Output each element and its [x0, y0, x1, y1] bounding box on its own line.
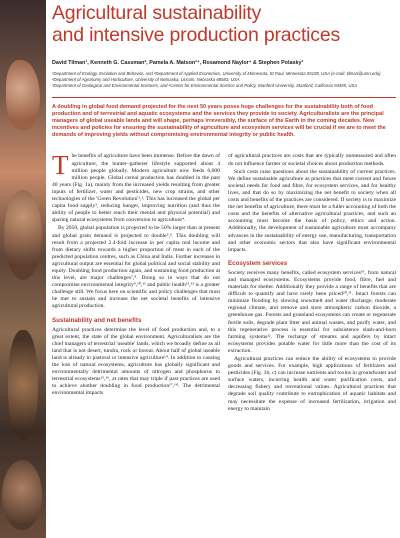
- article-content: [52, 0, 396, 414]
- title-line-1: Agricultural sustainability: [52, 2, 262, 24]
- left-column: [52, 150, 220, 413]
- paragraph-text: he benefits of agriculture have been immense. Before the dawn of agriculture, the hunter–gatherer lifestyle supported about 4 million people globally. Modern agriculture now feeds 6,000 million people. Global cereal production has doubled in the past 40 years (Fig. 1a), mainly from the increased yields resulting from greater inputs of fertilizer, water and pesticides, new crop strains, and other technologies of the 'Green Revolution'¹,². This has increased the global per capita food supply³, reducing hunger, improving nutrition (and thus the ability of people to better reach their mental and physical potential) and sparing natural ecosystems from conversion to agriculture⁴.: [52, 153, 220, 224]
- affiliation: ²Department of Agronomy and Horticulture, University of Nebraska, Lincoln, Nebraska 68583, USA: [52, 77, 240, 82]
- decorative-side-image: [0, 0, 46, 538]
- divider: [52, 97, 396, 98]
- image-detail: [4, 190, 42, 280]
- article-title: [52, 2, 396, 46]
- affiliations: [52, 71, 396, 89]
- paragraph: Agricultural practices determine the level of food production and, to a great extent, the state of the global environment. Agriculturalists are the chief managers of terrestrial 'useable' lands, which we broadly define as all land that is not desert, tundra, rock or boreal. About half of global useable land is already in pastoral or intensive agriculture¹⁴. In addition to causing the loss of natural ecosystems, agriculture has globally significant and environmentally detrimental amounts of nitrogen and phosphorus to terrestrial ecosystems¹⁵,¹⁶, at rates that may triple if past practices are used to achieve another doubling in food production¹⁷,¹⁸. The detrimental environmental impacts: [52, 326, 220, 397]
- right-column: [228, 153, 396, 413]
- drop-cap: T: [52, 150, 69, 181]
- paragraph: Such costs raise questions about the sustainability of current practices. We define sustainable agriculture as practices that meet current and future societal needs for food and fibre, for ecosystem services, and for healthy lives, and that do so by maximizing the net benefit to society when all costs and benefits of the practices are considered. If society is to maximize the net benefits of agriculture, there must be a fuller accounting of both the costs and the benefits of alternative agricultural practices, and such an accounting must become the basis of policy, ethics and action. Additionally, the development of sustainable agriculture must accompany advances in the sustainability of energy use, manufacturing, transportation and other economic sectors that also have significant environmental impacts.: [228, 168, 396, 253]
- body-columns: [52, 150, 396, 413]
- paragraph: By 2050, global population is projected to be 50% larger than at present and global grain demand is projected to double⁵,⁶. This doubling will result from a projected 2.4-fold increase in per capita real income and from dietary shifts towards a higher proportion of meat in each of the predicted population centres, such as China and India. Further increases in agricultural output are essential for global political and social stability and equity. Doubling food production again, and sustaining food production at this level, are major challenges⁷,⁸. Doing so in ways that do not compromise environmental integrity⁹,¹⁰,¹¹ and public health¹²,¹³ is a greater challenge still. We focus here on scientific and policy challenges that must be met to sustain and increase the net societal benefits of intensive agricultural production.: [52, 225, 220, 310]
- paragraph: of agricultural practices are costs that are typically unmeasured and often do not influence farmer or societal choices about production methods.: [228, 153, 396, 167]
- abstract: A doubling in global food demand projected for the next 50 years poses huge challenges for the sustainability both of food production and of terrestrial and aquatic ecosystems and the services they provide to society. Agriculturalists are the principal managers of global useable lands and will shape, perhaps irreversibly, the surface of the Earth in the coming decades. New incentives and policies for ensuring the sustainability of agriculture and ecosystem services will be crucial if we are to meet the demands of improving yields without compromising environmental integrity or public health.: [52, 104, 386, 139]
- paragraph: Society receives many benefits, called ecosystem services¹⁹, from natural and managed ecosystems. Ecosystems provide food, fibre, fuel and materials for shelter. Additionally they provide a range of benefits that are difficult to quantify and have rarely been priced²⁰,²¹. Intact forests can minimize flooding by slowing snowmelt and water discharge, moderate regional climate, and remove and store atmospheric carbon dioxide, a greenhouse gas. Forests and grassland ecosystems can create or regenerate fertile soils, degrade plant litter and animal wastes, and purify water, and this regenerative process is essential for subsistence slash-and-burn farming systems²². The recharge of streams and aquifers by intact ecosystems provides potable water for little more than the cost of its extraction.: [228, 269, 396, 354]
- image-detail: [8, 330, 38, 440]
- title-line-2: and intensive production practices: [52, 24, 341, 46]
- section-heading: Ecosystem services: [228, 259, 288, 267]
- author-list: David Tilman¹, Kenneth G. Cassman², Pamela A. Matson³⁴, Rosamond Naylor⁴ & Stephen Polasky¹: [52, 60, 304, 66]
- affiliation: ¹Department of Ecology, Evolution and Behavior, and ²Department of Applied Economics, University of Minnesota, St Paul, Minnesota 55108, USA (e-mail: tilman@umn.edu): [52, 71, 381, 76]
- affiliation: ³Department of Geological and Environmental Sciences, and ⁴Center for Environmental Science and Policy, Stanford University, Stanford, California 94305, USA: [52, 83, 358, 88]
- paragraph: Agricultural practices can reduce the ability of ecosystems to provide goods and services. For example, high applications of fertilizers and pesticides (Fig. 1b, c) can increase nutrients and toxins in groundwater and surface waters, incurring health and water purification costs, and decreasing fishery and recreational values. Agricultural practices that degrade soil quality contribute to eutrophication of aquatic habitats and may necessitate the expense of increased fertilization, irrigation and energy to maintain: [228, 356, 396, 412]
- paragraph: [52, 150, 220, 224]
- image-detail: [6, 60, 40, 130]
- section-heading: Sustainability and net benefits: [52, 316, 142, 324]
- image-detail: [2, 460, 42, 530]
